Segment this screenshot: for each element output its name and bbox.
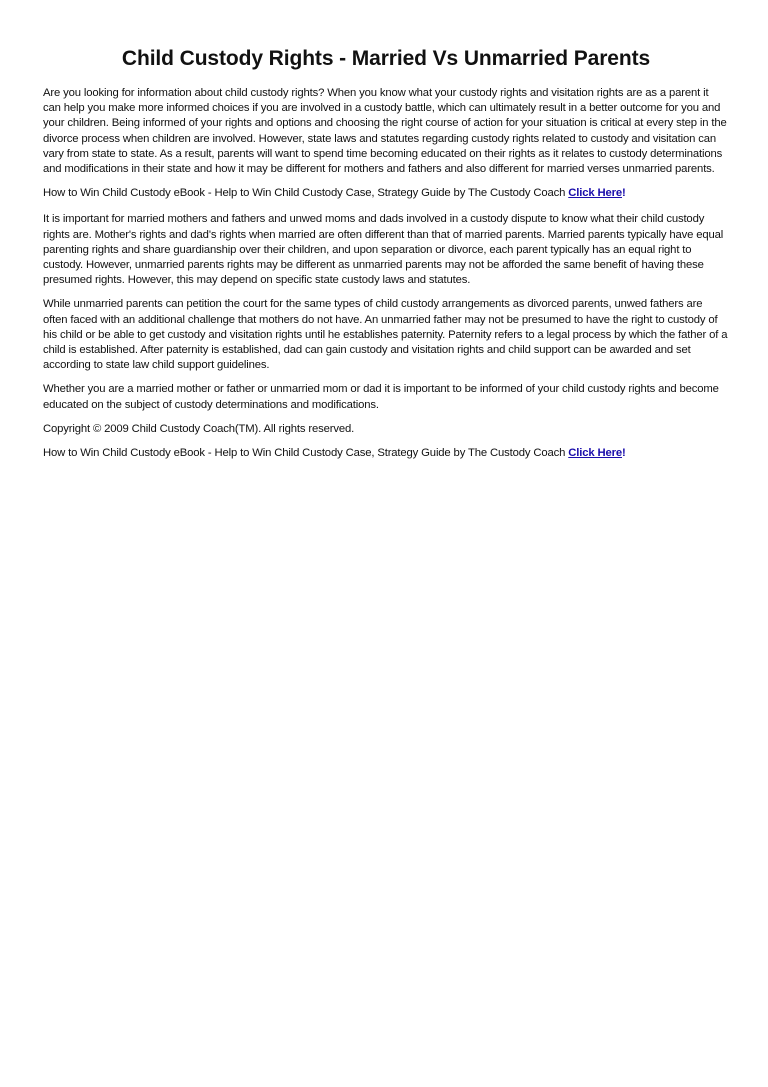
promo-text: How to Win Child Custody eBook - Help to Win Child Custody Case, Strategy Guide by The Custody Coach xyxy=(43,447,569,460)
document-page xyxy=(43,46,729,472)
promo-suffix: ! xyxy=(622,447,626,460)
click-here-link-top[interactable]: Click Here xyxy=(568,187,623,200)
promo-text: How to Win Child Custody eBook - Help to Win Child Custody Case, Strategy Guide by The Custody Coach xyxy=(43,187,569,200)
promo-line-top xyxy=(43,186,729,201)
married-rights-paragraph: It is important for married mothers and fathers and unwed moms and dads involved in a custody dispute to know what their child custody rights are. Mother's rights and dad's rights when married are often different than that of married parents. Married parents typically have equal parenting rights and share guardianship over their children, and upon separation or divorce, each parent typically has an equal right to custody. However, unmarried parents rights may be different as unmarried parents may not be afforded the same benefit of having these presumed rights. However, this may depend on specific state custody laws and statutes. xyxy=(43,213,724,287)
click-here-link-bottom[interactable]: Click Here xyxy=(568,447,623,460)
intro-paragraph: Are you looking for information about child custody rights? When you know what your custody rights and visitation rights are as a parent it can help you make more informed choices if you are involved in a custody battle, which can ultimately result in a better outcome for you and your children. Being informed of your rights and options and choosing the right course of action for your situation is critical at every step in the divorce process when children are involved. However, state laws and statutes regarding custody rights related to custody and visitation can vary from state to state. As a result, parents will want to spend time becoming educated on their rights as it relates to custody determinations and modifications in their state and how it may be different for mothers and fathers and also different for married verses unmarried parents. xyxy=(43,87,727,176)
promo-suffix: ! xyxy=(622,187,626,200)
unmarried-rights-paragraph: While unmarried parents can petition the court for the same types of child custody arrangements as divorced parents, unwed fathers are often faced with an additional challenge that mothers do not have. An unmarried father may not be presumed to have the right to custody of his child or be able to get custody and visitation rights until he establishes paternity. Paternity refers to a legal process by which the father of a child is established. After paternity is established, dad can gain custody and visitation rights and child support can be awarded and set according to state law child support guidelines. xyxy=(43,298,728,372)
page-title: Child Custody Rights - Married Vs Unmarried Parents xyxy=(121,47,651,70)
copyright-notice: Copyright © 2009 Child Custody Coach(TM). All rights reserved. xyxy=(43,422,355,435)
promo-line-bottom xyxy=(43,446,729,461)
conclusion-paragraph: Whether you are a married mother or father or unmarried mom or dad it is important to be informed of your child custody rights and become educated on the subject of custody determinations and modifications. xyxy=(43,383,719,411)
